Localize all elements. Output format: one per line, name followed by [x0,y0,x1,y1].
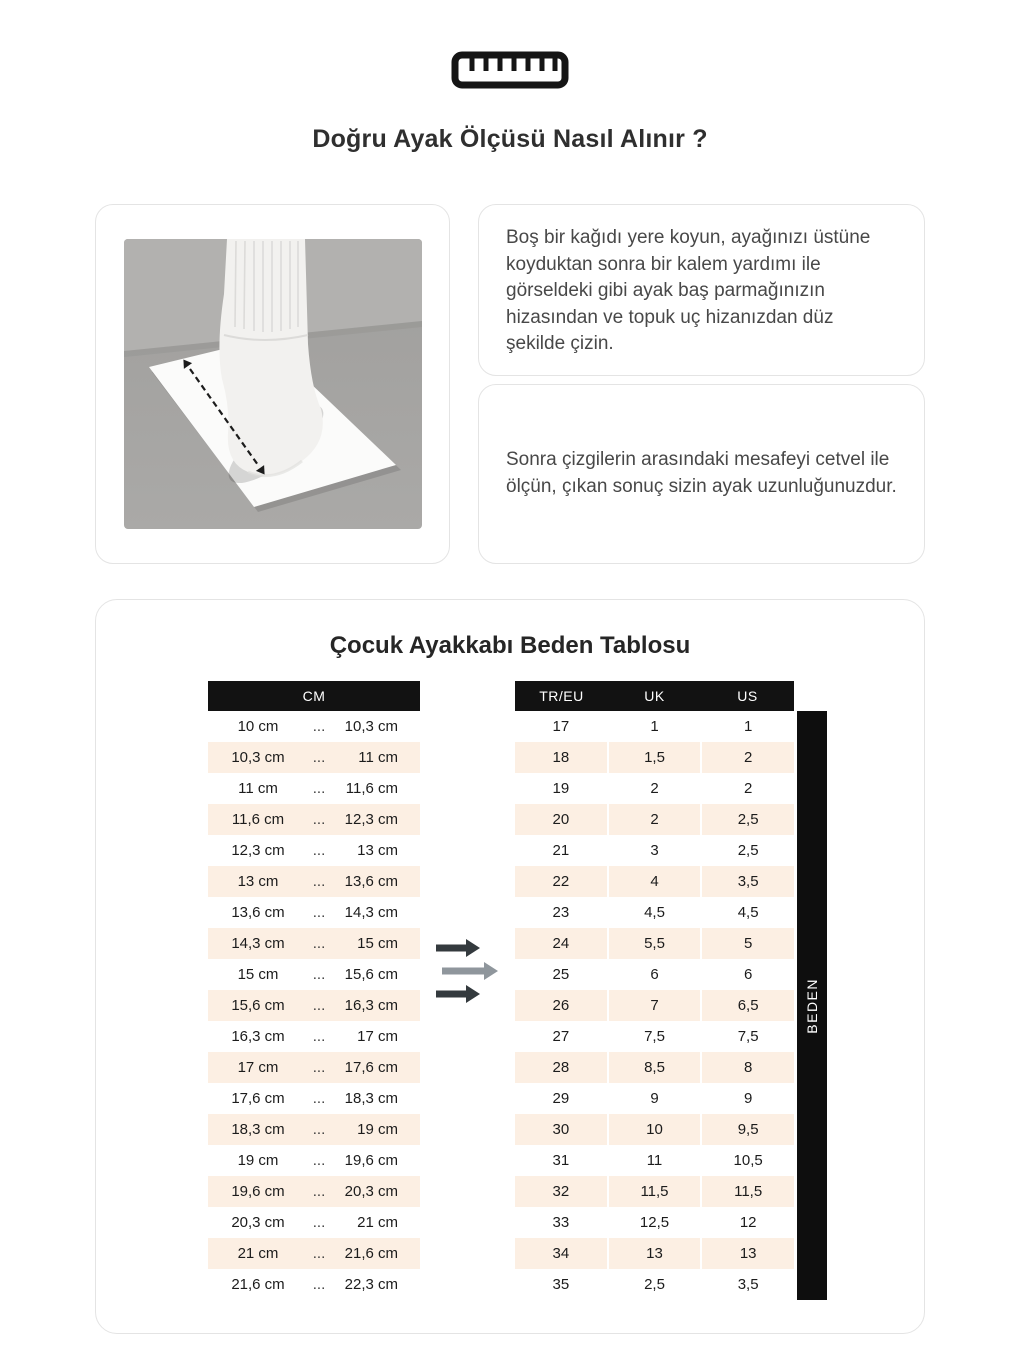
cm-range-separator: ... [312,1152,326,1169]
cm-range-separator: ... [312,1276,326,1293]
cm-table-row [208,990,420,1021]
size-table-row [515,897,794,928]
size-table-row [515,866,794,897]
cm-range-separator: ... [312,749,326,766]
uk-value: 11,5 [609,1176,701,1207]
cm-table-row [208,1269,420,1300]
size-table-row [515,804,794,835]
tr-eu-value: 33 [552,1214,570,1231]
cm-table-row [208,1176,420,1207]
cm-range-separator: ... [312,966,326,983]
size-tables [96,681,924,1300]
cm-table-row [208,773,420,804]
arrow-column [420,681,515,1004]
us-value: 6 [743,966,753,983]
cm-range-separator: ... [312,1245,326,1262]
cm-from-value: 17 cm [237,1059,279,1076]
size-table-rows [515,711,794,1300]
cm-to-value: 15,6 cm [344,966,398,983]
cm-from-value: 13,6 cm [231,904,285,921]
size-table-row [515,1145,794,1176]
size-table-row [515,1114,794,1145]
cm-table-row [208,1021,420,1052]
tr-eu-value: 25 [552,966,570,983]
cm-table-row [208,897,420,928]
cm-to-value: 13,6 cm [344,873,398,890]
us-value: 13 [702,1238,794,1269]
uk-header: UK [644,688,665,704]
cm-range-separator: ... [312,1028,326,1045]
cm-to-value: 19 cm [357,1121,398,1138]
cm-to-value: 21 cm [357,1214,398,1231]
size-table-row [515,835,794,866]
size-table-row [515,1021,794,1052]
us-value: 7,5 [737,1028,759,1045]
tr-eu-value: 24 [515,928,607,959]
uk-value: 7 [609,990,701,1021]
us-value: 11,5 [702,1176,794,1207]
us-value: 9 [743,1090,753,1107]
us-value: 9,5 [702,1114,794,1145]
cm-to-value: 11,6 cm [345,780,398,797]
tr-eu-value: 26 [515,990,607,1021]
cm-from-value: 20,3 cm [231,1214,285,1231]
cm-from-value: 19 cm [237,1152,279,1169]
cm-table-row [208,711,420,742]
size-table-row [515,928,794,959]
cm-from-value: 15 cm [237,966,279,983]
uk-value: 1 [650,718,659,735]
uk-value: 11 [646,1152,663,1169]
tr-eu-value: 30 [515,1114,607,1145]
us-value: 1 [743,718,753,735]
foot-on-paper-photo [124,239,422,529]
cm-from-value: 15,6 cm [231,997,285,1014]
page-title: Doğru Ayak Ölçüsü Nasıl Alınır ? [312,125,708,153]
cm-from-value: 18,3 cm [231,1121,285,1138]
cm-from-value: 21 cm [237,1245,279,1262]
us-value: 3,5 [737,1276,759,1293]
cm-to-value: 17,6 cm [344,1059,398,1076]
tr-eu-value: 32 [515,1176,607,1207]
uk-value: 10 [609,1114,701,1145]
tr-eu-value: 27 [552,1028,570,1045]
us-value: 6,5 [702,990,794,1021]
transfer-arrows-icon [436,681,500,1004]
tr-eu-value: 18 [515,742,607,773]
uk-value: 6 [650,966,659,983]
cm-table-row [208,1145,420,1176]
us-value: 2,5 [702,804,794,835]
uk-value: 2 [650,780,659,797]
instruction-card-1 [478,204,925,376]
cm-range-separator: ... [312,811,326,828]
size-table-title: Çocuk Ayakkabı Beden Tablosu [329,632,691,659]
cm-to-value: 13 cm [357,842,398,859]
cm-table-rows [208,711,420,1300]
tr-eu-value: 34 [515,1238,607,1269]
size-table-row [515,773,794,804]
cm-to-value: 18,3 cm [344,1090,398,1107]
uk-value: 12,5 [639,1214,670,1231]
uk-value: 4 [609,866,701,897]
cm-table-row [208,1114,420,1145]
cm-range-separator: ... [312,997,326,1014]
uk-value: 13 [609,1238,701,1269]
cm-range-separator: ... [312,935,326,952]
uk-value: 5,5 [609,928,701,959]
uk-value: 2 [609,804,701,835]
size-table-row [515,711,794,742]
size-table-row [515,959,794,990]
cm-table [208,681,420,1300]
size-table-row [515,742,794,773]
us-value: 3,5 [702,866,794,897]
tr-eu-value: 23 [552,904,570,921]
cm-to-value: 10,3 cm [344,718,398,735]
uk-value: 9 [650,1090,659,1107]
cm-range-separator: ... [312,1183,326,1200]
cm-to-value: 21,6 cm [344,1245,398,1262]
cm-table-row [208,804,420,835]
uk-value: 2,5 [644,1276,665,1293]
uk-value: 1,5 [609,742,701,773]
cm-header-label: CM [302,688,326,704]
us-value: 2,5 [737,842,759,859]
page-header [0,0,1020,154]
cm-table-row [208,928,420,959]
tr-eu-value: 22 [515,866,607,897]
beden-label: BEDEN [804,977,820,1034]
tr-eu-value: 29 [552,1090,570,1107]
cm-from-value: 17,6 cm [231,1090,285,1107]
cm-table-row [208,1207,420,1238]
us-value: 10,5 [733,1152,763,1169]
foot-photo-card [95,204,450,564]
cm-from-value: 13 cm [237,873,279,890]
cm-to-value: 22,3 cm [344,1276,398,1293]
tr-eu-value: 17 [552,718,570,735]
us-value: 2 [743,780,753,797]
cm-range-separator: ... [312,718,326,735]
ruler-icon [451,77,569,94]
cm-table-row [208,866,420,897]
us-value: 2 [702,742,794,773]
tr-eu-value: 31 [552,1152,570,1169]
cm-range-separator: ... [312,1121,326,1138]
us-value: 8 [702,1052,794,1083]
cm-from-value: 19,6 cm [231,1183,285,1200]
cm-from-value: 14,3 cm [231,935,285,952]
cm-to-value: 20,3 cm [344,1183,398,1200]
us-header: US [737,688,758,704]
instruction-step-2: Sonra çizgilerin arasındaki mesafeyi cetvel ile ölçün, çıkan sonuç sizin ayak uzunluğunuzdur. [506,449,897,497]
size-table-row [515,1269,794,1300]
tr-eu-value: 19 [552,780,570,797]
cm-range-separator: ... [312,873,326,890]
us-value: 5 [702,928,794,959]
cm-range-separator: ... [312,1090,326,1107]
cm-from-value: 11 cm [238,780,278,797]
cm-range-separator: ... [312,1214,326,1231]
cm-table-row [208,959,420,990]
cm-from-value: 10 cm [237,718,279,735]
uk-value: 3 [650,842,659,859]
cm-range-separator: ... [312,1059,326,1076]
cm-table-row [208,742,420,773]
cm-from-value: 10,3 cm [231,749,285,766]
size-table-row [515,1083,794,1114]
how-to-section [95,204,925,564]
uk-value: 8,5 [609,1052,701,1083]
cm-to-value: 14,3 cm [344,904,398,921]
cm-from-value: 16,3 cm [231,1028,285,1045]
instructions-column [478,204,925,564]
cm-from-value: 11,6 cm [231,811,285,828]
instruction-card-2 [478,384,925,564]
size-table-row [515,990,794,1021]
cm-to-value: 11 cm [358,749,398,766]
cm-range-separator: ... [312,842,326,859]
size-table-row [515,1207,794,1238]
cm-table-row [208,1052,420,1083]
tr-eu-header: TR/EU [539,688,584,704]
instruction-step-1: Boş bir kağıdı yere koyun, ayağınızı üstüne koyduktan sonra bir kalem yardımı ile görseldeki gibi ayak baş parmağınızın hizasından ve topuk uç hizanızdan düz şekilde çizin. [506,227,871,355]
cm-to-value: 15 cm [357,935,398,952]
uk-value: 7,5 [644,1028,665,1045]
cm-to-value: 16,3 cm [344,997,398,1014]
cm-table-row [208,1238,420,1269]
cm-to-value: 17 cm [357,1028,398,1045]
size-table-row [515,1052,794,1083]
cm-range-separator: ... [312,780,326,797]
cm-table-row [208,1083,420,1114]
us-value: 4,5 [737,904,759,921]
size-table-card [95,599,925,1334]
tr-eu-value: 35 [552,1276,570,1293]
cm-to-value: 19,6 cm [344,1152,398,1169]
cm-range-separator: ... [312,904,326,921]
cm-from-value: 12,3 cm [231,842,285,859]
cm-table-row [208,835,420,866]
tr-eu-value: 20 [515,804,607,835]
tr-eu-value: 21 [552,842,570,859]
size-table-row [515,1176,794,1207]
size-table-header [515,681,794,711]
cm-from-value: 21,6 cm [231,1276,285,1293]
uk-value: 4,5 [644,904,665,921]
size-conversion-table [515,681,794,1300]
us-value: 12 [739,1214,757,1231]
tr-eu-value: 28 [515,1052,607,1083]
size-table-row [515,1238,794,1269]
beden-bar [797,711,827,1300]
cm-table-header [208,681,420,711]
cm-to-value: 12,3 cm [344,811,398,828]
